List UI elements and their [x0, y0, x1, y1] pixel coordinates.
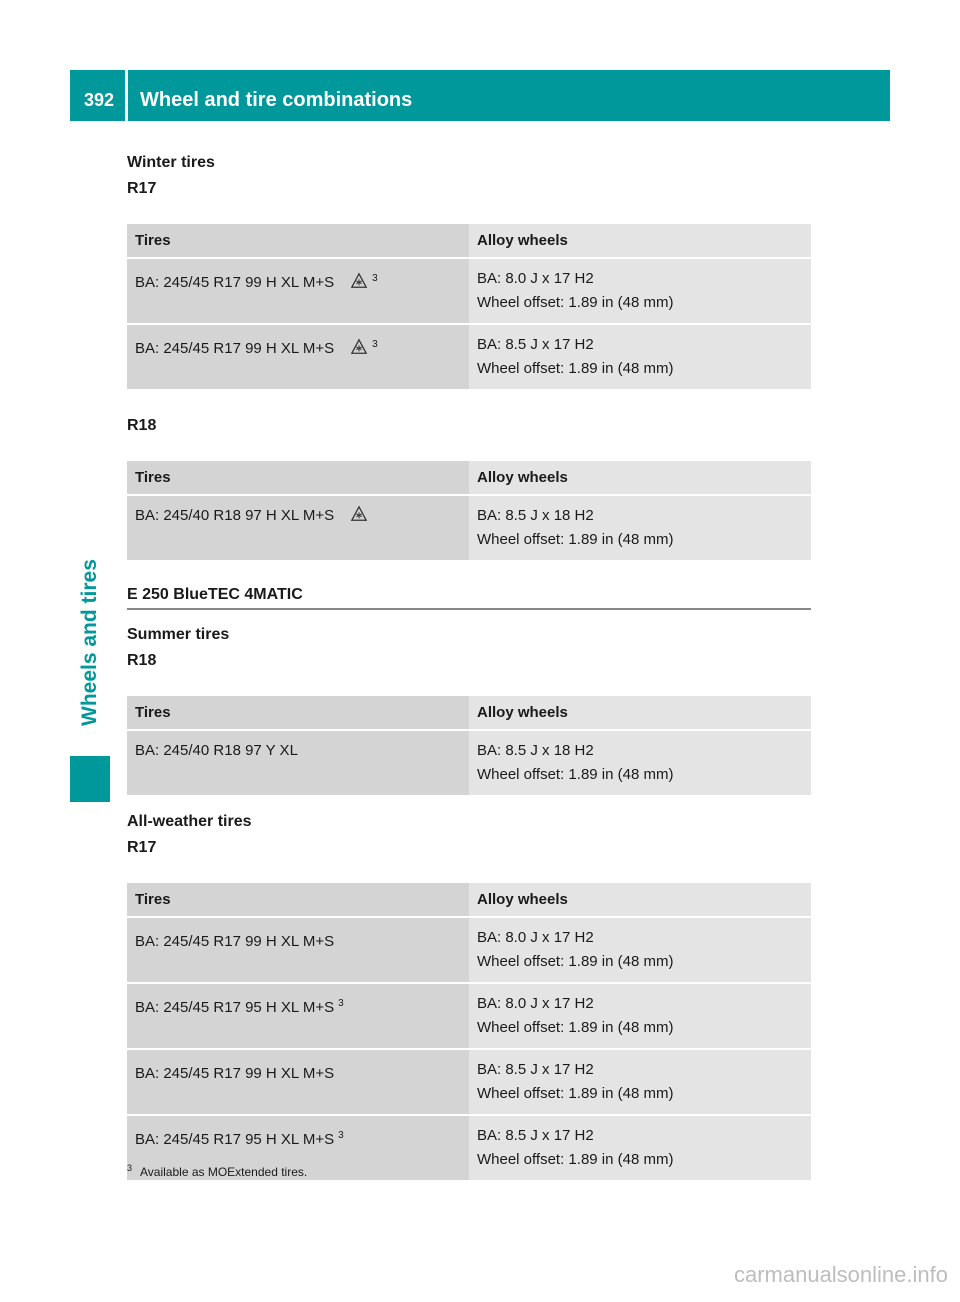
- page-header: [70, 70, 890, 121]
- table-header-row: [127, 696, 811, 729]
- tire-cell: [127, 984, 469, 1048]
- size-label-winter-r17: R17: [127, 180, 157, 197]
- section-title-allweather: All-weather tires: [127, 813, 252, 830]
- tire-cell: [127, 731, 469, 795]
- wheel-spec: BA: 8.5 J x 18 H2: [477, 507, 594, 524]
- footnote-marker: 3: [338, 1130, 344, 1141]
- tire-spec: BA: 245/45 R17 99 H XL M+S: [135, 933, 335, 950]
- snowflake-mountain-icon: [350, 505, 368, 523]
- side-tab-block: [70, 756, 110, 802]
- size-label-winter-r18: R18: [127, 417, 157, 434]
- wheel-offset: Wheel offset: 1.89 in (48 mm): [477, 294, 674, 311]
- side-tab-label: Wheels and tires: [78, 559, 101, 726]
- wheel-offset: Wheel offset: 1.89 in (48 mm): [477, 531, 674, 548]
- header-tires: Tires: [127, 696, 469, 729]
- header-tires: Tires: [127, 224, 469, 257]
- tire-cell: [127, 325, 469, 389]
- side-tab: [70, 555, 110, 750]
- wheel-cell: [469, 259, 811, 323]
- wheel-spec: BA: 8.5 J x 17 H2: [477, 1127, 594, 1144]
- wheel-spec: BA: 8.5 J x 17 H2: [477, 1061, 594, 1078]
- wheel-cell: [469, 918, 811, 982]
- tire-spec: BA: 245/45 R17 95 H XL M+S: [135, 999, 335, 1016]
- section-title-summer: Summer tires: [127, 626, 230, 643]
- watermark: carmanualsonline.info: [733, 1262, 948, 1287]
- snowflake-mountain-icon: [350, 272, 368, 290]
- table-winter-r17: [127, 222, 811, 391]
- size-label-summer-r18: R18: [127, 652, 157, 669]
- header-tires: Tires: [127, 883, 469, 916]
- tire-cell: [127, 918, 469, 982]
- wheel-offset: Wheel offset: 1.89 in (48 mm): [477, 1019, 674, 1036]
- section-title-winter: Winter tires: [127, 154, 215, 171]
- table-row: [127, 918, 811, 982]
- table-allweather-r17: [127, 881, 811, 1182]
- wheel-spec: BA: 8.5 J x 17 H2: [477, 336, 594, 353]
- header-alloy-wheels: Alloy wheels: [469, 224, 811, 257]
- table-row: [127, 984, 811, 1048]
- footnote-text: Available as MOExtended tires.: [140, 1165, 308, 1179]
- table-row: [127, 1050, 811, 1114]
- header-tires: Tires: [127, 461, 469, 494]
- tire-cell: [127, 259, 469, 323]
- wheel-spec: BA: 8.0 J x 17 H2: [477, 929, 594, 946]
- header-alloy-wheels: Alloy wheels: [469, 461, 811, 494]
- footnote-marker: 3: [372, 339, 378, 350]
- table-row: [127, 496, 811, 560]
- wheel-spec: BA: 8.5 J x 18 H2: [477, 742, 594, 759]
- table-winter-r18: [127, 459, 811, 562]
- wheel-cell: [469, 496, 811, 560]
- wheel-offset: Wheel offset: 1.89 in (48 mm): [477, 1151, 674, 1168]
- page-number: 392: [84, 90, 115, 110]
- wheel-spec: BA: 8.0 J x 17 H2: [477, 995, 594, 1012]
- size-label-allweather-r17: R17: [127, 839, 157, 856]
- table-header-row: [127, 224, 811, 257]
- header-divider: [125, 70, 128, 121]
- tire-spec: BA: 245/45 R17 95 H XL M+S: [135, 1131, 335, 1148]
- wheel-spec: BA: 8.0 J x 17 H2: [477, 270, 594, 287]
- tire-spec: BA: 245/45 R17 99 H XL M+S: [135, 1065, 335, 1082]
- wheel-cell: [469, 984, 811, 1048]
- wheel-cell: [469, 1050, 811, 1114]
- main-content: [127, 150, 811, 1182]
- tire-spec: BA: 245/40 R18 97 H XL M+S: [135, 507, 335, 524]
- table-row: [127, 325, 811, 389]
- wheel-cell: [469, 325, 811, 389]
- tire-spec: BA: 245/40 R18 97 Y XL: [135, 742, 298, 759]
- model-heading: E 250 BlueTEC 4MATIC: [127, 584, 811, 610]
- wheel-offset: Wheel offset: 1.89 in (48 mm): [477, 953, 674, 970]
- header-alloy-wheels: Alloy wheels: [469, 883, 811, 916]
- wheel-offset: Wheel offset: 1.89 in (48 mm): [477, 360, 674, 377]
- footnote-marker: 3: [338, 998, 344, 1009]
- tire-cell: [127, 496, 469, 560]
- footnote: [127, 1163, 307, 1179]
- footnote-marker: 3: [372, 273, 378, 284]
- snowflake-mountain-icon: [350, 338, 368, 356]
- tire-spec: BA: 245/45 R17 99 H XL M+S: [135, 340, 335, 357]
- wheel-offset: Wheel offset: 1.89 in (48 mm): [477, 766, 674, 783]
- table-summer-r18: [127, 694, 811, 797]
- table-header-row: [127, 883, 811, 916]
- table-header-row: [127, 461, 811, 494]
- footnote-number: 3: [127, 1163, 133, 1173]
- table-row: [127, 259, 811, 323]
- wheel-offset: Wheel offset: 1.89 in (48 mm): [477, 1085, 674, 1102]
- wheel-cell: [469, 731, 811, 795]
- tire-cell: [127, 1050, 469, 1114]
- page-title: Wheel and tire combinations: [140, 89, 413, 111]
- header-alloy-wheels: Alloy wheels: [469, 696, 811, 729]
- wheel-cell: [469, 1116, 811, 1180]
- tire-spec: BA: 245/45 R17 99 H XL M+S: [135, 274, 335, 291]
- table-row: [127, 731, 811, 795]
